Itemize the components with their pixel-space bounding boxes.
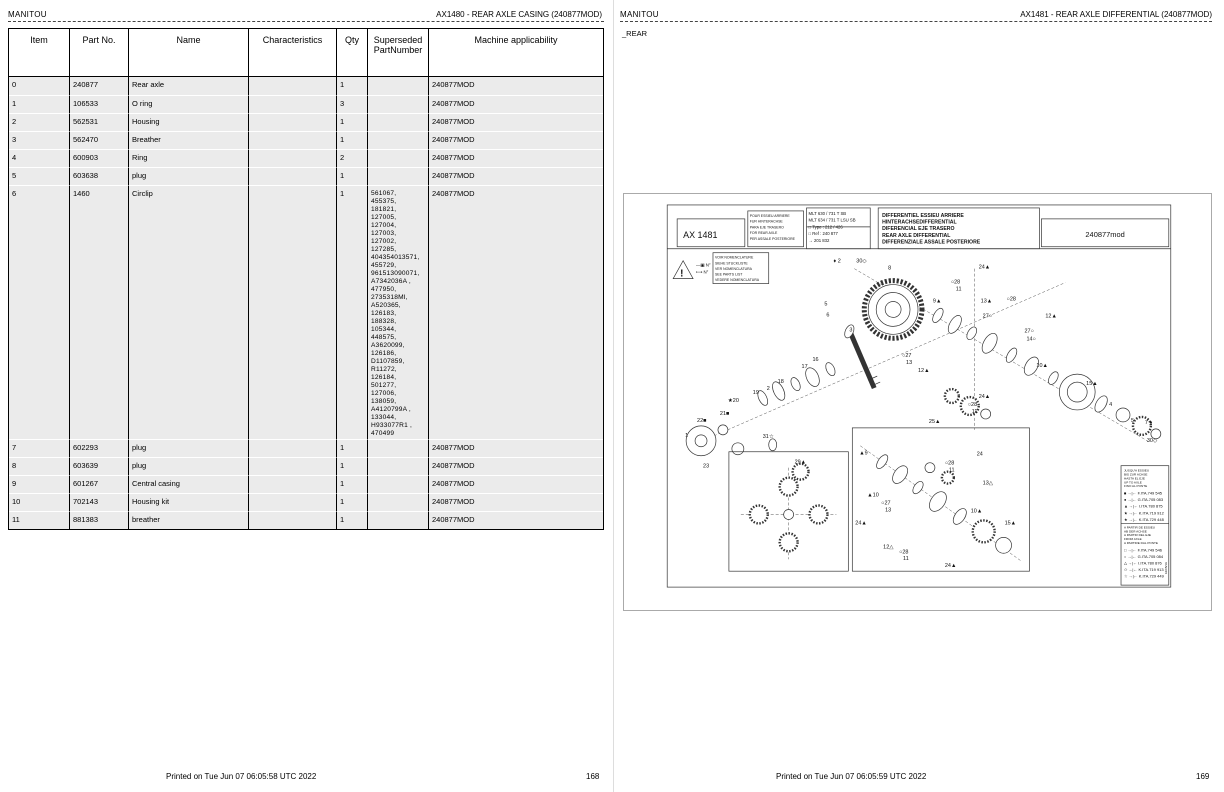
table-row [9,511,603,529]
col-header-superseded: Superseded PartNumber [367,29,428,77]
diagram-text: POUR ESSIEU ARRIERE [749,213,790,218]
mod-ref-label: 240877mod [1085,229,1125,239]
diagram-text: 24▲ [978,394,991,401]
cell-applicability: 240877MOD [428,185,603,439]
diagram-text: 24▲ [855,520,867,527]
cell-characteristics [248,493,336,511]
cell-part-no: 600903 [69,149,128,167]
cell-part-no: 106533 [69,95,128,113]
table-row [9,457,603,475]
table-row [9,113,603,131]
diagram-text: 13 [906,360,913,367]
diagram-text: REAR AXLE DIFFERENTIAL [882,232,951,239]
cell-applicability: 240877MOD [428,77,603,95]
diagram-text: 13 [885,507,892,514]
diagram-text: 4 [1109,401,1113,408]
cell-applicability: 240877MOD [428,95,603,113]
cell-part-no: 601267 [69,475,128,493]
cell-characteristics [248,439,336,457]
diagram-text: HINTERACHSEDIFFERENTIAL [882,219,957,226]
diagram-text: ○ →|← G.ITA.705 084 [1124,553,1164,559]
diagram-text: 13▲ [980,298,993,305]
col-header-qty: Qty [336,29,367,77]
cell-applicability: 240877MOD [428,149,603,167]
diagram-text: SIEHE STUCKLISTE [714,261,748,266]
cell-name: Rear axle [128,77,248,95]
cell-superseded [367,131,428,149]
cell-applicability: 240877MOD [428,113,603,131]
diagram-text: → 201 832 [808,237,830,243]
diagram-text: ■ →|← F.ITA.749 545 [1124,490,1162,496]
left-page-title: AX1480 - REAR AXLE CASING (240877MOD) [436,10,602,19]
cell-name: Breather [128,131,248,149]
warning-exclamation: ! [680,268,684,280]
cell-item: 7 [9,439,69,457]
diagram-text: □ →|← F.ITA.749 546 [1124,547,1162,553]
cell-qty: 1 [336,77,367,95]
diagram-text: MLT 630 / 731 T SB [808,210,847,216]
diagram-text: BIS ZUR ACHSE [1124,472,1148,477]
cell-characteristics [248,149,336,167]
diagram-text: ○28 [1006,296,1016,303]
cell-item: 2 [9,113,69,131]
cell-part-no: 240877 [69,77,128,95]
cell-qty: 1 [336,475,367,493]
diagram-text: FROM AXLE [1124,537,1142,542]
cell-applicability: 240877MOD [428,131,603,149]
cell-superseded [367,475,428,493]
parts-table [8,28,604,530]
detail-inset-right [852,428,1029,571]
diagram-text: 24▲ [944,563,957,570]
diagram-text: ○28 [944,460,955,467]
cell-applicability: 240877MOD [428,167,603,185]
cell-name: plug [128,167,248,185]
cell-characteristics [248,475,336,493]
cell-name: Housing kit [128,493,248,511]
diagram-text: ▲9 [859,450,868,457]
diagram-text: PER ASSALE POSTERIORE [749,236,795,241]
cell-applicability: 240877MOD [428,511,603,529]
cell-part-no: 562470 [69,131,128,149]
cell-name: plug [128,457,248,475]
diagram-text: ★ →|← K.ITA.719 912 [1124,510,1164,516]
diagram-text: 25▲ [928,418,941,425]
cell-item: 8 [9,457,69,475]
diagram-text: PARA EJE TRASERO [749,225,784,230]
cell-characteristics [248,185,336,439]
diagram-text: A PARTIRE DAL PONTE [1124,540,1158,545]
diagram-text: ★20 [727,398,739,404]
cell-item: 1 [9,95,69,113]
diagram-text: 8 [888,265,892,272]
detail-inset-left [729,452,848,571]
diagram-text: ○27 [881,500,891,507]
table-row [9,95,603,113]
cell-part-no: 602293 [69,439,128,457]
diagram-text: HASTA EL EJE [1124,476,1145,481]
diagram-text: 11 [971,408,978,415]
cell-item: 6 [9,185,69,439]
cell-superseded [367,149,428,167]
diagram-text: 11 [955,286,962,293]
cell-superseded [367,167,428,185]
crown-gear [864,281,922,339]
cell-part-no: 702143 [69,493,128,511]
diagram-text: JUSQU'A ESSIEU [1124,468,1150,473]
cell-name: Ring [128,149,248,167]
cell-applicability: 240877MOD [428,493,603,511]
diagram-text: 23 [703,463,710,470]
table-row [9,149,603,167]
diagram-container [623,193,1212,611]
cell-applicability: 240877MOD [428,475,603,493]
right-footer-printed: Printed on Tue Jun 07 06:05:59 UTC 2022 [776,772,927,781]
cell-item: 0 [9,77,69,95]
right-page-brand: MANITOU [620,10,659,19]
cell-name: breather [128,511,248,529]
diagram-text: 10▲ [1036,363,1048,370]
diagram-text: 22■ [697,417,707,424]
cell-superseded [367,493,428,511]
left-footer-printed: Printed on Tue Jun 07 06:05:58 UTC 2022 [166,772,317,781]
table-row [9,439,603,457]
diagram-text: FOR REAR AXLE [749,231,778,236]
diagram-text: ○28 [899,549,909,556]
diagram-text: A PARTIR DEL EJE [1124,533,1151,538]
parts-table-body [9,77,603,529]
right-footer-page-number: 169 [1196,772,1210,781]
cell-item: 10 [9,493,69,511]
cell-qty: 2 [336,149,367,167]
diagram-text: 19 [752,390,759,397]
diagram-text: 3 [849,327,853,334]
cell-characteristics [248,95,336,113]
diagram-text: 9▲ [932,298,942,305]
cell-name: O ring [128,95,248,113]
cell-superseded [367,511,428,529]
cell-superseded [367,457,428,475]
cell-item: 9 [9,475,69,493]
diagram-text: ✩ →|← K.ITA.719 913 [1124,566,1164,572]
diagram-text: 30◇ [856,258,867,265]
diagram-text: 2 [766,386,770,393]
diagram-text: VEDERE NOMENCLATURA [714,277,760,282]
cell-part-no: 1460 [69,185,128,439]
diagram-text: 17 [801,364,808,371]
cell-name: Housing [128,113,248,131]
cell-item: 11 [9,511,69,529]
diagram-text: 12▲ [1045,313,1057,320]
diagram-text: DIFERENCIAL EJE TRASERO [882,226,955,233]
diagram-text: 5 [824,301,828,308]
diagram-text: 7 ♦ [1144,419,1153,426]
diagram-text: ♦ 2 [833,258,841,265]
plate-code: 16/05/16 [1163,562,1168,575]
cell-superseded [367,113,428,131]
diagram-text: 24▲ [978,264,991,271]
cell-name: Circlip [128,185,248,439]
diagram-text: 11 [948,467,955,474]
diagram-text: 13△ [982,480,993,487]
cell-qty: 1 [336,185,367,439]
left-header-rule [8,21,604,22]
bearing-stack-right [930,307,1060,387]
cell-characteristics [248,167,336,185]
col-header-characteristics: Characteristics [248,29,336,77]
diagram-text: 21■ [719,410,730,417]
diagram-ref-label: AX 1481 [683,229,718,240]
diagram-text: AB DER ACHSE [1124,529,1147,534]
cell-name: Central casing [128,475,248,493]
table-row [9,167,603,185]
diagram-text: 14○ [1026,336,1036,343]
diagram-text: △ →|← I.ITA.780 876 [1124,560,1162,566]
cell-characteristics [248,457,336,475]
diagram-text: 12△ [883,544,894,551]
col-header-part-no: Part No. [69,29,128,77]
diagram-text: □ Ref : 240 877 [808,231,838,237]
diagram-text: 6 [826,312,830,319]
cell-characteristics [248,77,336,95]
diagram-text: VOIR NOMENCLATURE [714,255,754,260]
diagram-text: FINO AL PONTE [1124,484,1148,489]
diagram-text: ☆ →|← K.ITA.729 449 [1124,573,1164,579]
cell-item: 4 [9,149,69,167]
cell-applicability: 240877MOD [428,439,603,457]
left-page-brand: MANITOU [8,10,47,19]
diagram-text: 31☆ [762,433,774,440]
table-header-row [9,29,603,77]
cell-characteristics [248,511,336,529]
table-row [9,185,603,439]
cell-item: 3 [9,131,69,149]
axle-flange [686,425,808,480]
diagram-text: 18 [777,379,784,386]
cell-characteristics [248,113,336,131]
diagram-text: 1 [685,432,689,439]
diagram-text: FUR HINTERACHSE [749,219,783,224]
cell-superseded: 561067, 455375, 181821, 127005, 127004, 127003, 127002, 127285, 404354013571, 455729, 961513090071, A7342036A , 477950, 2735318MI, A520365, 126183, 188328, 105344, 448575, A3620099, 126186, D1107859, R11272, 126184, 501277, 127006, 138059, A4120799A , 133044, H933077R1 , 470499 [367,185,428,439]
table-row [9,131,603,149]
diagram-text: 27○ [982,313,993,320]
page-divider [613,0,614,792]
diagram-text: 12▲ [917,368,930,375]
cell-superseded [367,439,428,457]
table-row [9,493,603,511]
diagram-text: ○28 [950,279,961,286]
cell-qty: 1 [336,457,367,475]
diagram-text: 29▲ [794,459,807,466]
cell-superseded [367,95,428,113]
diagram-text: ▲ →|← I.ITA.780 875 [1124,503,1163,509]
cell-part-no: 603639 [69,457,128,475]
diagram-text: 10▲ [970,508,983,515]
diagram-text: SEE PARTS LIST [714,272,743,277]
cell-qty: 1 [336,493,367,511]
diagram-text: 27○ [1024,328,1034,335]
exploded-diagram [624,194,1211,610]
cell-qty: 1 [336,511,367,529]
diagram-text: DIFFERENZIALE ASSALE POSTERIORE [882,239,981,246]
diagram-text: VER NOMENCLATURA [714,266,752,271]
cell-part-no: 562531 [69,113,128,131]
diagram-text: UP TO AXLE [1124,480,1142,485]
cell-qty: 1 [336,113,367,131]
diagram-text: ▲10 [867,492,879,499]
cell-part-no: 603638 [69,167,128,185]
col-header-machine-applicability: Machine applicability [428,29,603,77]
cell-qty: 1 [336,167,367,185]
diagram-text: 30◇ [1146,437,1158,444]
diagram-text: —▣ N° [696,262,711,268]
table-row [9,77,603,95]
cell-part-no: 881383 [69,511,128,529]
diagram-text: ⟼ N° [696,269,709,275]
diagram-text: ● →|← G.ITA.705 083 [1124,497,1164,503]
table-row [9,475,603,493]
diagram-text: 16 [812,357,819,364]
col-header-item: Item [9,29,69,77]
diagram-text: A PARTIR DE ESSIEU [1124,525,1156,530]
cell-item: 5 [9,167,69,185]
diagram-text: ○28 [967,401,978,408]
cell-characteristics [248,131,336,149]
diagram-text: DIFFERENTIEL ESSIEU ARRIERE [882,212,964,219]
diagram-text: ○27 [902,353,912,360]
cell-name: plug [128,439,248,457]
diagram-text: 24 [976,451,983,458]
diagram-text: 15▲ [1004,520,1017,527]
col-header-name: Name [128,29,248,77]
diagram-text: MLT 634 / 731 T LSU SB [808,217,856,223]
left-footer-page-number: 168 [586,772,600,781]
cell-superseded [367,77,428,95]
cell-qty: 1 [336,131,367,149]
right-header-rule [620,21,1212,22]
diagram-text: ★ →|← K.ITA.729 448 [1124,516,1164,522]
diagram-text: 15▲ [1086,381,1098,388]
cell-qty: 1 [336,439,367,457]
section-label: _REAR [622,29,648,38]
diagram-text: 11 [903,556,909,563]
right-page-title: AX1481 - REAR AXLE DIFFERENTIAL (240877MOD) [1020,10,1212,19]
diagram-text: 5 [1130,417,1135,424]
cell-qty: 3 [336,95,367,113]
diagram-text: □ Type : 212 / 426 [808,224,843,230]
cell-applicability: 240877MOD [428,457,603,475]
